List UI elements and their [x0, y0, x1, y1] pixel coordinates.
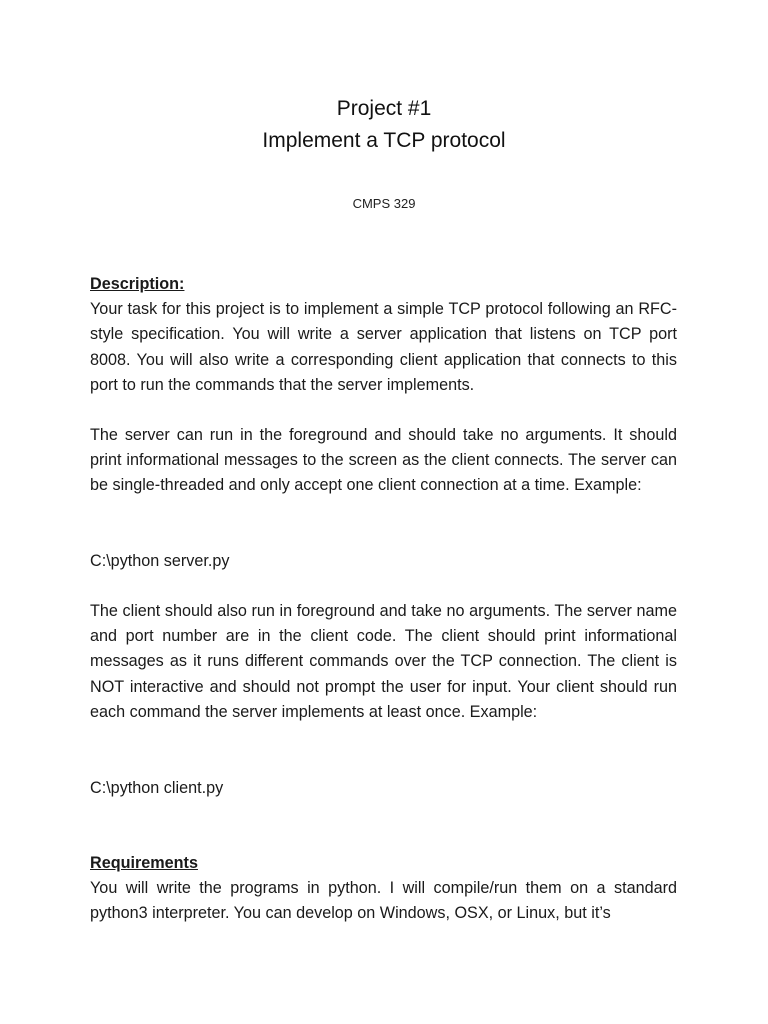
- requirements-section: [90, 851, 677, 927]
- requirements-paragraph-1: You will write the programs in python. I will compile/run them on a standard python3 interpreter. You can develop on Windows, OSX, or Linux, but it’s: [90, 879, 677, 923]
- project-subtitle: Implement a TCP protocol: [262, 129, 506, 152]
- client-command: C:\python client.py: [90, 779, 224, 797]
- course-code: CMPS 329: [352, 196, 416, 211]
- server-command: C:\python server.py: [90, 552, 230, 570]
- description-heading: Description:: [90, 275, 185, 293]
- project-title: Project #1: [336, 97, 432, 120]
- document-title: [0, 93, 768, 157]
- description-section: [90, 272, 677, 398]
- description-paragraph-3: The client should also run in foreground and take no arguments. The server name and port number are in the client code. The client should print informational messages as it runs different commands over the TCP connection. The client is NOT interactive and should not prompt the user for input. Your client should run each command the server implements at least once. Example:: [90, 602, 677, 721]
- description-paragraph-2: The server can run in the foreground and should take no arguments. It should print informational messages to the screen as the client connects. The server can be single-threaded and only accept one client connection at a time. Example:: [90, 426, 677, 495]
- description-paragraph-1: Your task for this project is to implement a simple TCP protocol following an RFC-style specification. You will write a server application that listens on TCP port 8008. You will also write a corresponding client application that connects to this port to run the commands that the server implements.: [90, 300, 677, 394]
- requirements-heading: Requirements: [90, 854, 198, 872]
